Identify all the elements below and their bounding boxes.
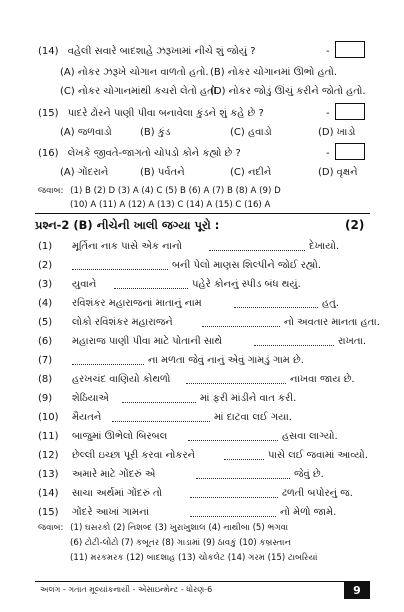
blank[interactable] bbox=[234, 298, 318, 308]
fill-item-15: (15) ગોંદરે આખાં ગામનાં નો મેળો જામે. bbox=[38, 507, 337, 518]
divider bbox=[35, 213, 370, 214]
option-d: (D) ખાડો bbox=[318, 127, 356, 138]
question-text: લેખકે જીવતે-જાગતો ચોપડો કોને કહ્યો છે ? bbox=[67, 148, 241, 159]
question-text: પાદરે ઢોરને પાણી પીવા બનાવેલા કુંડને શું કહે છે ? bbox=[67, 108, 264, 119]
answers-line-1: જવાબ: (1) ઘસરકો (2) નિશબ્દ (3) ખુરાખુશાલ (4) નાથીબા (5) ભગવા bbox=[38, 523, 289, 533]
fill-item-2: (2) બની પેલો માણસ શિલ્પીને જોઈ રહ્યો. bbox=[38, 260, 322, 271]
question-number: (14) bbox=[38, 46, 59, 57]
fill-item-12: (12) છેલ્લી ઇચ્છા પૂરી કરવા નોકરને પાસે લઈ જવામાં આવ્યો. bbox=[38, 450, 368, 461]
option-c: (C) નદીને bbox=[230, 167, 272, 178]
option-b: (B) કુંડ bbox=[140, 127, 171, 138]
fill-item-3: (3) યુવાને પહેરે કોનનું સ્પીડ બંધ થયું. bbox=[38, 279, 301, 290]
answer-dash: - bbox=[326, 108, 330, 119]
fill-item-8: (8) હરખચંદ વાણિયો કોથળો નાખવા જાય છે. bbox=[38, 374, 355, 385]
footer-text: અલગ - ગતાત મૂલ્યાંકનાયી - એસાઇન્મેન્ટ - ધોરણ-6 bbox=[40, 585, 213, 594]
blank[interactable] bbox=[224, 450, 264, 460]
fill-item-7: (7) ના મળતા જેવું નાનું એવું ગામડું ગામ છે. bbox=[38, 355, 304, 366]
fill-item-11: (11) બાજુમાં ઊભેલો બિરબલ હસવા લાગ્યો. bbox=[38, 431, 338, 442]
blank[interactable] bbox=[72, 355, 144, 365]
fill-item-10: (10) મૈયતને માં દાટવા લઈ ગયા. bbox=[38, 412, 292, 423]
question-16 bbox=[38, 148, 241, 159]
blank[interactable] bbox=[112, 412, 210, 422]
blank[interactable] bbox=[202, 317, 280, 327]
option-d: (D) વૃક્ષને bbox=[318, 167, 358, 178]
fill-item-5: (5) લોકો રવિશંકર મહારાજને નો અવતાર માનતા હતા. bbox=[38, 317, 380, 328]
blank[interactable] bbox=[114, 279, 188, 289]
answer-box[interactable] bbox=[335, 143, 365, 160]
question-number: (16) bbox=[38, 148, 59, 159]
blank[interactable] bbox=[186, 374, 286, 384]
answer-box[interactable] bbox=[335, 103, 365, 120]
blank[interactable] bbox=[122, 393, 196, 403]
option-a: (A) જળવાડો bbox=[60, 127, 112, 138]
answers-line-2: (10) A (11) A (12) A (13) C (14) A (15) C (16) A bbox=[70, 200, 271, 210]
fill-item-14: (14) સાચા અર્થમાં ગોંદરું તો ઢળતી બપોરનું જ. bbox=[38, 488, 353, 499]
question-15 bbox=[38, 108, 264, 119]
option-d: (D) નોકર જોડું ઊંચું કરીને જોતો હતો. bbox=[210, 86, 366, 97]
blank[interactable] bbox=[190, 507, 276, 517]
question-text: વહેલી સવારે બાદશાહે ઝરૂખામાં નીચે શું જોયું ? bbox=[67, 46, 256, 57]
option-c: (C) નોકર ચોગાનમાંથી કચરો લેતો હતો. bbox=[60, 86, 220, 97]
answers-line-2: (6) ટોટી-લોટો (7) કબૂતર (8) ગાડામાં (9) ઠાવકું (10) કબ્રસ્તાન bbox=[70, 538, 291, 548]
section-marks: (2) bbox=[345, 218, 365, 232]
section-title: પ્રશ્ન-2 (B) નીચેની ખાલી જગ્યા પૂરો : bbox=[35, 218, 220, 232]
fill-item-13: (13) અમારે માટે ગોંદરું એ જેવું છે. bbox=[38, 469, 324, 480]
option-b: (B) પર્વતને bbox=[140, 167, 185, 178]
option-c: (C) હવાડો bbox=[230, 127, 272, 138]
answer-box[interactable] bbox=[335, 41, 365, 58]
fill-item-1: (1) મૂર્તિના નાક પાસે એક નાનો દેખાયો. bbox=[38, 241, 340, 252]
blank[interactable] bbox=[188, 431, 278, 441]
answer-dash: - bbox=[326, 46, 330, 57]
blank[interactable] bbox=[209, 241, 305, 251]
blank[interactable] bbox=[72, 260, 168, 270]
blank[interactable] bbox=[196, 469, 290, 479]
option-a: (A) ગોંદરાને bbox=[60, 167, 109, 178]
answers-line-3: (11) મરકમરક (12) બાદશાહ (13) ચોકલેટ (14) ગરમ (15) ટાબરિયાં bbox=[70, 553, 318, 563]
answers-label: જવાબ: bbox=[38, 186, 64, 196]
answer-dash: - bbox=[326, 148, 330, 159]
fill-item-6: (6) મહારાજ પાણી પીવા માટે પોતાની સાથે રાખતા. bbox=[38, 336, 367, 347]
answers-label: જવાબ: bbox=[38, 523, 64, 533]
option-a: (A) નોકર ઝરૂખે ચોગાન વાળતો હતો. bbox=[60, 67, 209, 78]
blank[interactable] bbox=[190, 488, 278, 498]
fill-item-9: (9) શેઠિયાએ માં ફરી માંડીને વાત કરી. bbox=[38, 393, 297, 404]
blank[interactable] bbox=[254, 336, 334, 346]
answers-line-1: જવાબ: (1) B (2) D (3) A (4) C (5) B (6) A (7) B (8) A (9) D bbox=[38, 186, 281, 196]
question-14 bbox=[38, 46, 256, 57]
question-number: (15) bbox=[38, 108, 59, 119]
page-number: 9 bbox=[344, 582, 370, 599]
fill-item-4: (4) રવિશંકર મહારાજનાં માતાનું નામ હતું. bbox=[38, 298, 339, 309]
option-b: (B) નોકર ચોગાનમાં ઊભો હતો. bbox=[210, 67, 338, 78]
